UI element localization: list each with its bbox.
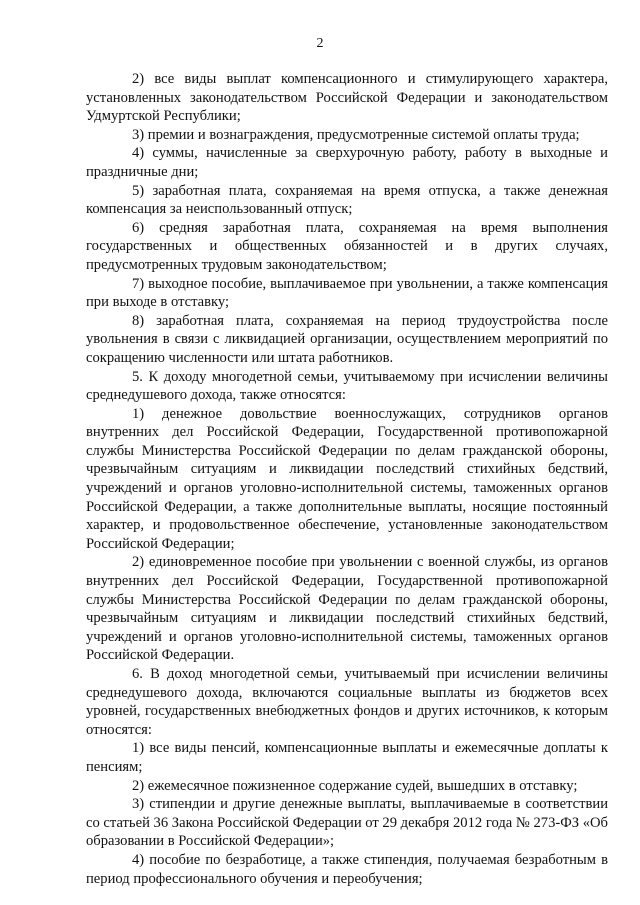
paragraph: 2) единовременное пособие при увольнении с военной службы, из органов внутренних дел Российской Федерации, Государственной противопожарной службы Министерства Российской Федерации по делам гражданской обороны, чрезвычайным ситуациям и ликвидации последствий стихийных бедствий, учреждений и органов уголовно-исполнительной системы, таможенных органов Российской Федерации. <box>86 554 608 664</box>
paragraph: 5. К доходу многодетной семьи, учитываемому при исчислении величины среднедушевого дохода, также относятся: <box>86 368 608 404</box>
paragraph: 2) все виды выплат компенсационного и стимулирующего характера, установленных законодательством Российской Федерации и законодательством Удмуртской Республики; <box>86 71 608 125</box>
paragraph: 3) стипендии и другие денежные выплаты, выплачиваемые в соответствии со статьей 36 Закона Российской Федерации от 29 декабря 2012 года № 273-ФЗ «Об образовании в Российской Федерации»; <box>86 796 608 850</box>
paragraph: 4) пособие по безработице, а также стипендия, получаемая безработным в период профессионального обучения и переобучения; <box>86 851 608 887</box>
paragraph: 7) выходное пособие, выплачиваемое при увольнении, а также компенсация при выходе в отставку; <box>86 275 608 311</box>
paragraph: 8) заработная плата, сохраняемая на период трудоустройства после увольнения в связи с ликвидацией организации, осуществлением мероприятий по сокращению численности или штата работников. <box>86 312 608 366</box>
paragraph: 4) суммы, начисленные за сверхурочную работу, работу в выходные и праздничные дни; <box>86 145 608 180</box>
paragraph: 6) средняя заработная плата, сохраняемая на время выполнения государственных и общественных обязанностей и в других случаях, предусмотренных трудовым законодательством; <box>86 219 608 273</box>
paragraph: 1) денежное довольствие военнослужащих, сотрудников органов внутренних дел Российской Федерации, Государственной противопожарной службы Министерства Российской Федерации по делам гражданской обороны, чрезвычайным ситуациям и ликвидации последствий стихийных бедствий, учреждений и органов уголовно-исполнительной системы, таможенных органов Российской Федерации, а также дополнительные выплаты, носящие постоянный характер, и продовольственное обеспечение, установленные законодательством Российской Федерации; <box>86 405 608 552</box>
paragraph: 2) ежемесячное пожизненное содержание судей, вышедших в отставку; <box>132 777 578 794</box>
paragraph: 3) премии и вознаграждения, предусмотренные системой оплаты труда; <box>132 126 580 143</box>
paragraph: 6. В доход многодетной семьи, учитываемый при исчислении величины среднедушевого дохода, включаются социальные выплаты из бюджетов всех уровней, государственных внебюджетных фондов и других источников, к которым относятся: <box>86 666 608 738</box>
document-body <box>86 70 608 888</box>
page-number: 2 <box>316 36 324 51</box>
paragraph: 1) все виды пенсий, компенсационные выплаты и ежемесячные доплаты к пенсиям; <box>86 740 608 775</box>
paragraph: 5) заработная плата, сохраняемая на время отпуска, а также денежная компенсация за неиспользованный отпуск; <box>86 182 608 218</box>
